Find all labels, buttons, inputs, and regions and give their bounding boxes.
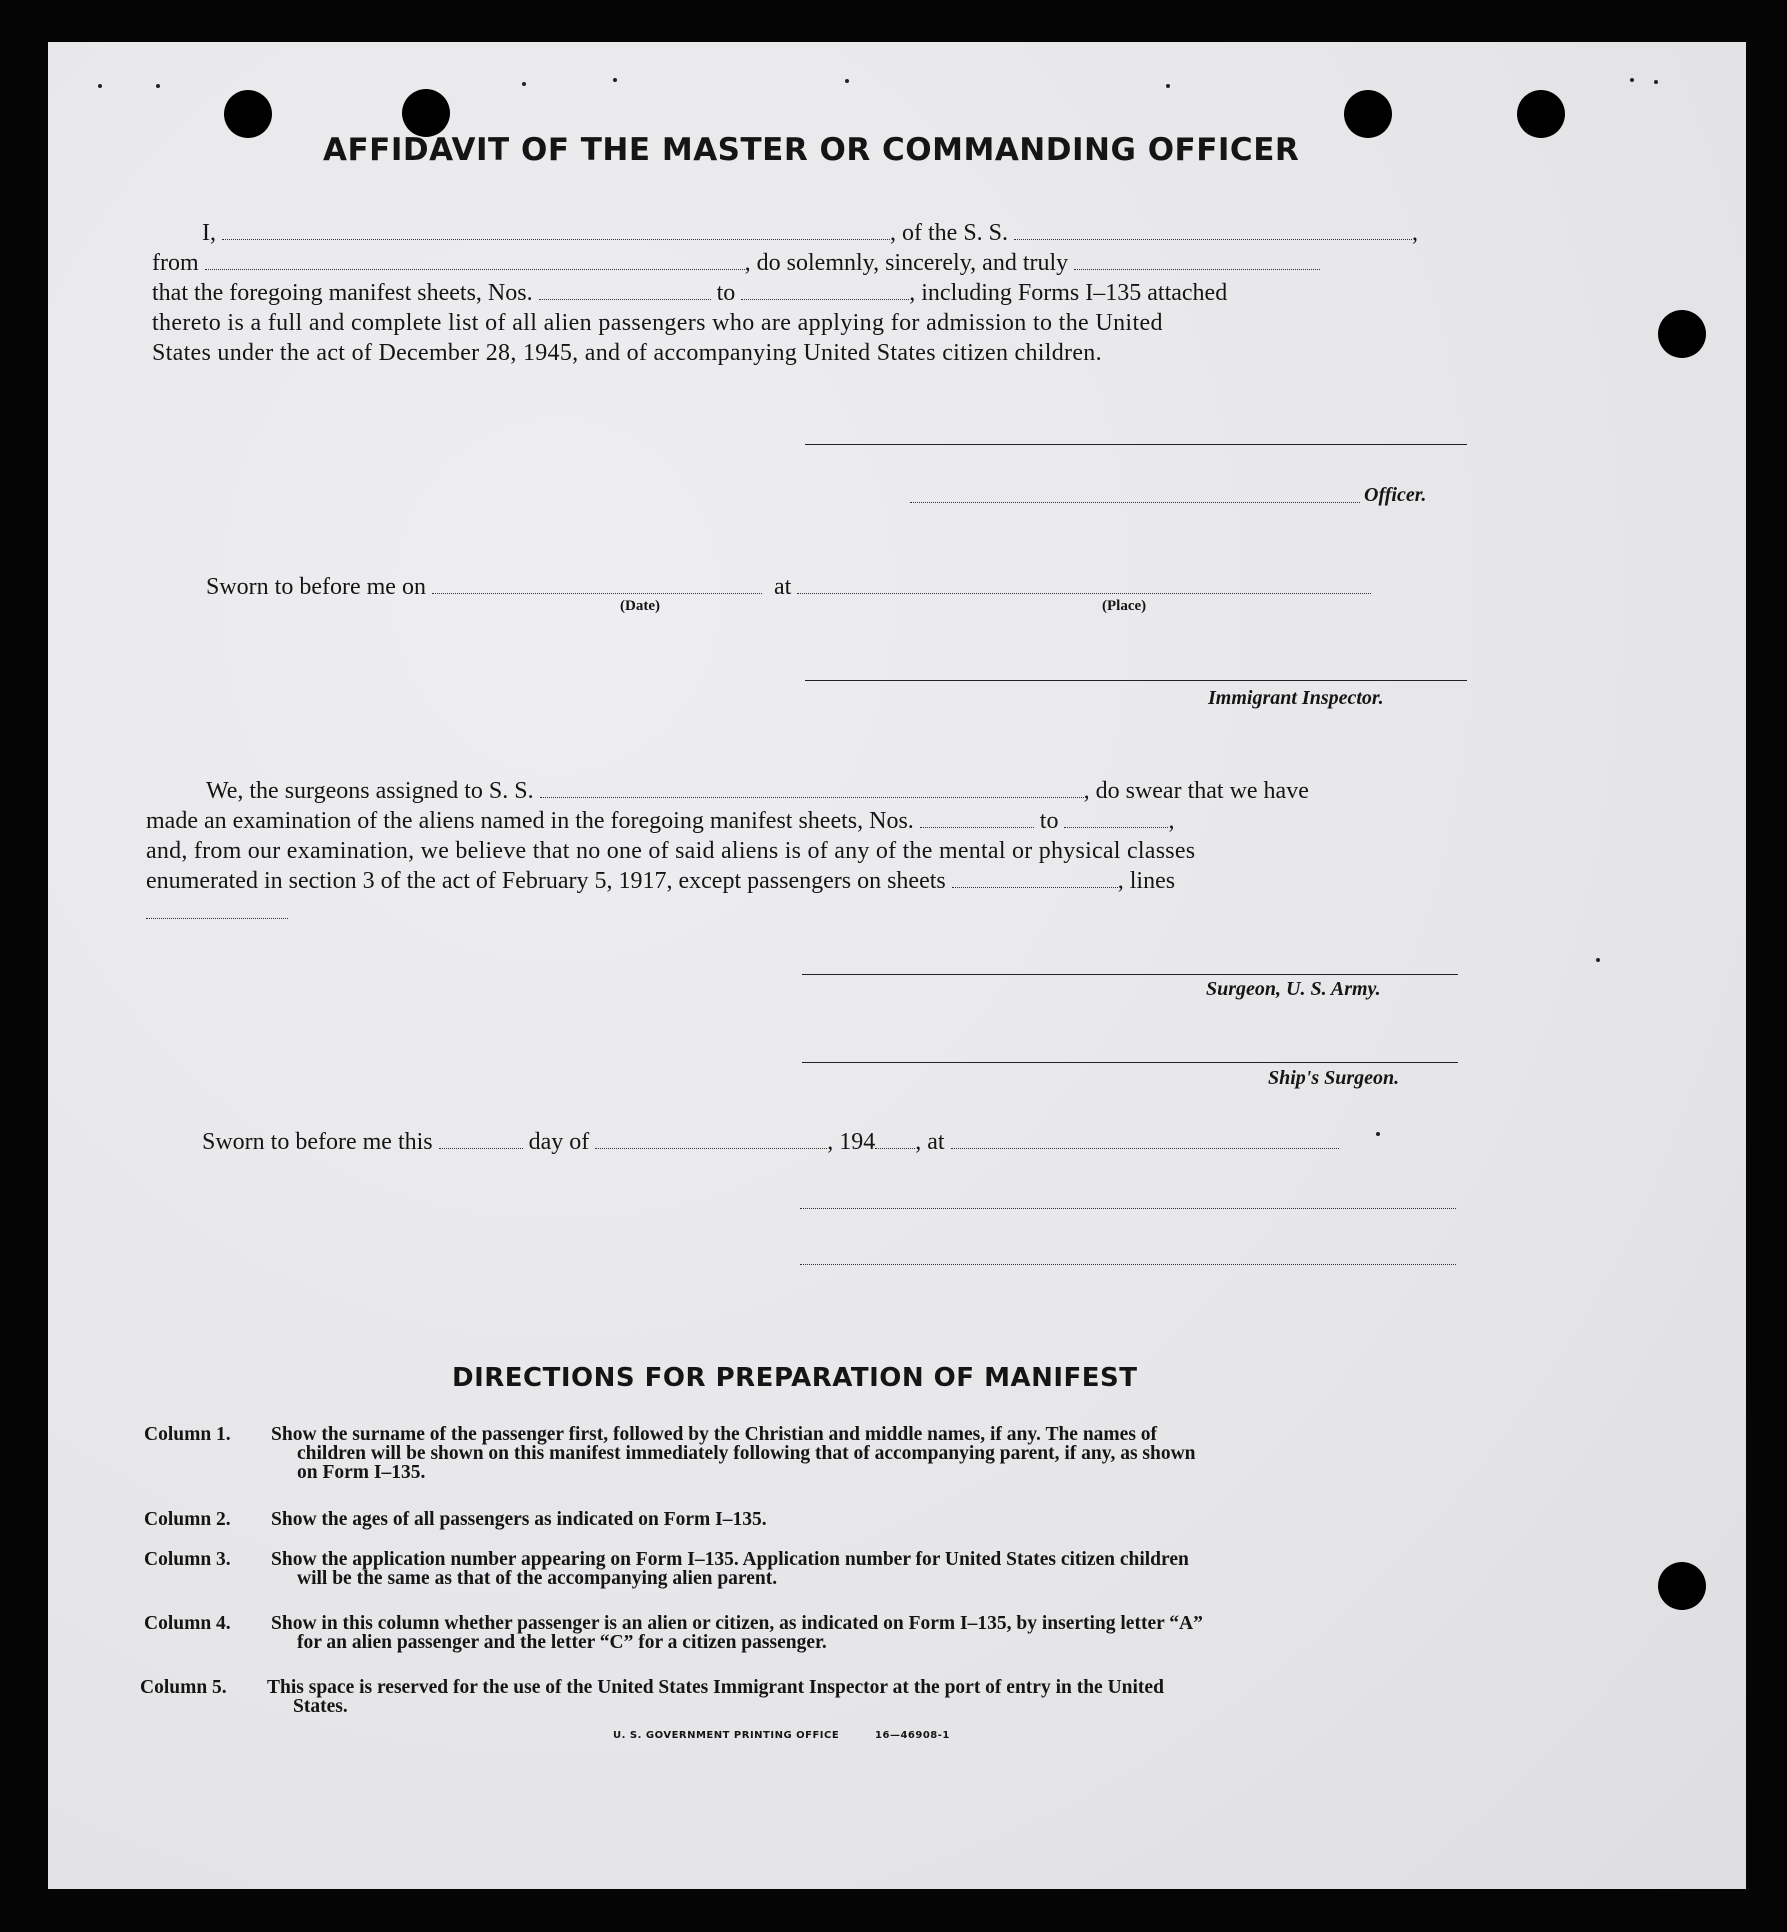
column-label: Column 2. [144,1509,231,1530]
sworn-day-field[interactable] [439,1128,523,1149]
exception-sheets-field[interactable] [952,867,1118,888]
speck [98,84,102,88]
affidavit-line-2 [152,248,1320,278]
text: , do swear that we have [1083,778,1309,804]
date-caption: (Date) [620,598,660,614]
text: , at [915,1129,945,1155]
speck [522,82,526,86]
text: on Form I–135. [297,1462,426,1483]
affidavit-line-5: States under the act of December 28, 1945, and of accompanying United States citizen children. [152,340,1102,366]
place-caption: (Place) [1102,598,1147,614]
inspector-label: Immigrant Inspector. [1208,687,1384,709]
column-label: Column 3. [144,1549,231,1570]
sworn-line-1 [206,572,1371,602]
printer-imprint [613,1730,950,1741]
master-name-field[interactable] [222,219,890,240]
surgeon-ship-field[interactable] [540,777,1084,798]
punch-hole [1658,310,1706,358]
text: , lines [1117,868,1176,894]
text: Show the application number appearing on Form I–135. Application number for United States citizen children [271,1549,1189,1570]
speck [1630,78,1634,82]
officer-name-line[interactable] [910,502,1360,503]
surgeons-line-2 [146,806,1174,836]
text: for an alien passenger and the letter “C” for a citizen passenger. [297,1632,827,1653]
sworn-month-field[interactable] [595,1128,827,1149]
signature-line[interactable] [800,1264,1456,1265]
from-field[interactable] [205,249,745,270]
text: Show in this column whether passenger is an alien or citizen, as indicated on Form I–135, by inserting letter “A” [271,1613,1203,1634]
punch-hole [402,89,450,137]
punch-hole [1658,1562,1706,1610]
direction-text [271,1510,767,1529]
signature-line[interactable] [800,1208,1456,1209]
exception-lines-field[interactable] [146,918,288,919]
text: , of the S. S. [890,220,1009,246]
punch-hole [1517,90,1565,138]
officer-signature-line[interactable] [805,444,1467,445]
text: States. [293,1696,348,1717]
text: at [773,574,792,600]
direction-text [271,1614,1203,1652]
text: Sworn to before me this [202,1129,433,1155]
ship-surgeon-signature-line[interactable] [802,1062,1458,1063]
sworn-year-field[interactable] [875,1128,915,1149]
text: This space is reserved for the use of the United States Immigrant Inspector at the port of entry in the United [267,1677,1164,1698]
column-label: Column 4. [144,1613,231,1634]
text: , 194 [827,1129,876,1155]
text: Show the surname of the passenger first, followed by the Christian and middle names, if any. The names of [271,1424,1158,1445]
form-title: AFFIDAVIT OF THE MASTER OR COMMANDING OFFICER [323,132,1300,168]
oath-field[interactable] [1074,249,1320,270]
direction-text [267,1678,1164,1716]
text: , [1412,220,1419,246]
text: We, the surgeons assigned to S. S. [206,778,534,804]
affidavit-line-4: thereto is a full and complete list of all alien passengers who are applying for admission to the United [152,310,1163,336]
direction-text [271,1425,1196,1482]
speck [1376,1132,1380,1136]
text: from [152,250,199,276]
speck [845,79,849,83]
column-label: Column 5. [140,1677,227,1698]
sworn-place-field[interactable] [797,573,1371,594]
text: , do solemnly, sincerely, and truly [744,250,1069,276]
text: that the foregoing manifest sheets, Nos. [152,280,533,306]
inspector-signature-line[interactable] [805,680,1467,681]
form-code: 16—46908-1 [875,1730,950,1741]
printer-text: U. S. GOVERNMENT PRINTING OFFICE [613,1730,840,1741]
text: enumerated in section 3 of the act of February 5, 1917, except passengers on sheets [146,868,946,894]
army-surgeon-label: Surgeon, U. S. Army. [1206,978,1381,1000]
text: to [1039,808,1059,834]
ship-name-field[interactable] [1014,219,1412,240]
punch-hole [224,90,272,138]
speck [1654,80,1658,84]
sworn-location-field[interactable] [951,1128,1339,1149]
exam-from-field[interactable] [920,807,1034,828]
affidavit-line-3 [152,278,1227,308]
speck [1166,84,1170,88]
manifest-from-field[interactable] [539,279,711,300]
direction-text [271,1550,1189,1588]
text: made an examination of the aliens named in the foregoing manifest sheets, Nos. [146,808,914,834]
manifest-to-field[interactable] [741,279,909,300]
speck [1596,958,1600,962]
text: I, [202,220,216,246]
speck [156,84,160,88]
text: will be the same as that of the accompanying alien parent. [297,1568,778,1589]
text: Show the ages of all passengers as indicated on Form I–135. [271,1509,767,1530]
affidavit-line-1 [202,218,1418,248]
surgeons-line-1 [206,776,1309,806]
column-label: Column 1. [144,1424,231,1445]
text: to [716,280,736,306]
speck [613,78,617,82]
form-page [48,42,1746,1889]
ship-surgeon-label: Ship's Surgeon. [1268,1067,1400,1089]
text: day of [528,1129,590,1155]
punch-hole [1344,90,1392,138]
surgeons-line-4 [146,866,1175,896]
exam-to-field[interactable] [1064,807,1168,828]
text: Sworn to before me on [206,574,426,600]
text: , including Forms I–135 attached [909,280,1228,306]
text: , [1168,808,1175,834]
sworn-date-field[interactable] [432,573,762,594]
directions-title: DIRECTIONS FOR PREPARATION OF MANIFEST [452,1363,1138,1393]
army-surgeon-signature-line[interactable] [802,974,1458,975]
surgeons-line-3: and, from our examination, we believe that no one of said aliens is of any of the mental or physical classes [146,838,1196,864]
text: children will be shown on this manifest immediately following that of accompanying parent, if any, as shown [297,1443,1196,1464]
officer-label: Officer. [1364,484,1427,506]
sworn-line-2 [202,1127,1339,1157]
